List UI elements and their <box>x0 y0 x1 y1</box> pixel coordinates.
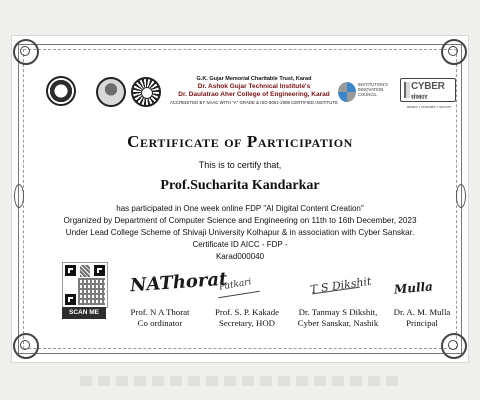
institute-emblem <box>131 77 161 107</box>
founder-portrait <box>96 77 126 107</box>
signature-hod: Patkari <box>218 277 253 293</box>
corner-ornament-top-right <box>441 39 467 65</box>
institute-name: Dr. Ashok Gujar Technical Institute's <box>197 83 311 90</box>
signatory-principal <box>382 307 462 329</box>
signatory-name: Dr. A. M. Mulla <box>393 307 451 317</box>
signatory-hod <box>204 307 290 329</box>
signatory-role: Cyber Sanskar, Nashik <box>297 318 379 328</box>
scan-me-label[interactable]: SCAN ME <box>62 307 106 319</box>
iic-logo <box>338 82 356 102</box>
cyber-logo-title: CYBER <box>411 81 445 92</box>
signature-coordinator: NAThorat <box>129 268 229 297</box>
corner-ornament-top-left <box>13 39 39 65</box>
cyber-tagline: aware • educate • secure <box>406 104 452 109</box>
certificate-id-value: Karad000040 <box>215 252 265 261</box>
cyber-sanskar-logo <box>400 78 456 102</box>
corner-ornament-bottom-right <box>441 333 467 359</box>
organizer-text: Organized by Department of Computer Science and Engineering on 11th to 16th December, 2023 <box>63 216 417 225</box>
recipient-name: Prof.Sucharita Kandarkar <box>160 178 320 193</box>
signature-principal: Mulla <box>393 279 434 297</box>
participation-text: has participated in One week online FDP "AI Digital Content Creation" <box>116 204 364 213</box>
certificate-document <box>12 36 468 362</box>
cyber-logo-subtitle: संस्कार <box>411 94 428 101</box>
iic-label: INSTITUTION'S INNOVATION COUNCIL <box>358 82 388 97</box>
signatory-role: Co ordinator <box>137 318 183 328</box>
certificate-id-label: Certificate ID AICC - FDP - <box>192 240 288 249</box>
bleed-through-text <box>80 376 400 386</box>
signatory-name: Dr. Tanmay S Dikshit, <box>298 307 378 317</box>
signatory-role: Secretary, HOD <box>218 318 276 328</box>
scheme-text: Under Lead College Scheme of Shivaji University Kolhapur & in association with Cyber Sanskar. <box>65 228 415 237</box>
corner-ornament-bottom-left <box>13 333 39 359</box>
signatory-cyber-sanskar <box>290 307 386 329</box>
qr-code[interactable] <box>62 262 108 308</box>
signatory-coordinator <box>116 307 204 329</box>
certify-intro: This is to certify that, <box>198 160 282 170</box>
signatory-role: Principal <box>406 318 438 328</box>
signature-cyber-sanskar: T S Dikshit <box>309 274 373 297</box>
trust-name: G.K. Gujar Memorial Charitable Trust, Karad <box>196 76 312 82</box>
accreditation-text: ACCREDITED BY NAAC WITH "A" GRADE & ISO 9001-2008 CERTIFIED INSTITUTE <box>170 100 338 105</box>
certificate-title: Certificate of Participation <box>127 132 353 151</box>
signatory-name: Prof. N A Thorat <box>130 307 190 317</box>
college-name: Dr. Daulatrao Aher College of Engineering, Karad <box>178 91 330 98</box>
signatory-name: Prof. S. P. Kakade <box>214 307 280 317</box>
college-logo <box>46 76 76 106</box>
